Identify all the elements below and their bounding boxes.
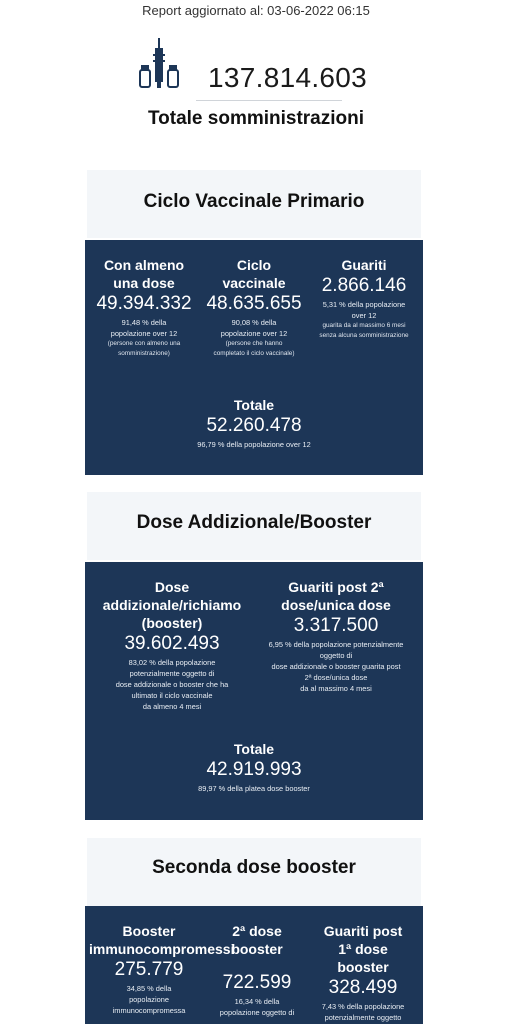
- stat-title: Totale: [233, 397, 275, 413]
- stat-at-least-one-dose: [89, 256, 199, 359]
- report-updated-text: Report aggiornato al: 03-06-2022 06:15: [142, 3, 370, 18]
- booster-header: Dose Addizionale/Booster: [87, 492, 421, 560]
- stat-title: 2ª dose booster: [231, 923, 283, 957]
- stat-booster-total: [85, 740, 423, 794]
- stat-description: 7,43 % della popolazione potenzialmente oggetto: [321, 1002, 405, 1022]
- second-booster-panel: [85, 906, 423, 1024]
- stat-value: 52.260.478: [206, 415, 302, 436]
- stat-note: (persone con almeno una somministrazione): [107, 340, 181, 357]
- stat-description: 6,95 % della popolazione potenzialmente oggetto di dose addizionale o booster guarita post 2ª dose/unica dose da al massimo 4 mesi: [268, 640, 404, 693]
- stat-title: Ciclo vaccinale: [222, 257, 286, 291]
- hero-divider: [196, 100, 342, 101]
- stat-title: Dose addizionale/richiamo (booster): [102, 579, 242, 631]
- total-administrations-value: 137.814.603: [208, 62, 368, 93]
- stat-value: 39.602.493: [124, 633, 220, 654]
- stat-vaccination-cycle: [201, 256, 307, 359]
- stat-recovered-post-second-dose: [255, 578, 417, 694]
- stat-primary-total: [85, 396, 423, 450]
- stat-value: 42.919.993: [206, 759, 302, 780]
- stat-title: Guariti: [341, 257, 387, 273]
- stat-value: 722.599: [222, 972, 292, 993]
- total-administrations-label: Totale somministrazioni: [147, 108, 365, 129]
- stat-value: 275.779: [114, 959, 184, 980]
- stat-title: Guariti post 2ª dose/unica dose: [281, 579, 391, 613]
- stat-second-booster: [209, 922, 305, 1018]
- stat-title: Totale: [233, 741, 275, 757]
- hero-summary: [0, 36, 512, 136]
- stat-value: 48.635.655: [206, 293, 302, 314]
- stat-description: 96,79 % della popolazione over 12: [197, 440, 311, 449]
- stat-description: 34,85 % della popolazione immunocompromessa: [112, 984, 186, 1015]
- stat-recovered-post-first-booster: [307, 922, 419, 1023]
- stat-value: 328.499: [328, 977, 398, 998]
- stat-title: Con almeno una dose: [103, 257, 185, 291]
- stat-description: 5,31 % della popolazione over 12: [322, 300, 406, 320]
- stat-description: 90,08 % della popolazione over 12: [220, 318, 288, 338]
- stat-value: 49.394.332: [96, 293, 192, 314]
- stat-description: 83,02 % della popolazione potenzialmente oggetto di dose addizionale o booster che ha ultimato il ciclo vaccinale da almeno 4 mesi: [115, 658, 229, 711]
- stat-title: Booster immunocompromessi: [89, 923, 235, 957]
- stat-value: 2.866.146: [321, 275, 407, 296]
- primary-cycle-panel: [85, 240, 423, 475]
- stat-description: 89,97 % della platea dose booster: [198, 784, 310, 793]
- stat-note: (persone che hanno completato il ciclo vaccinale): [213, 340, 295, 357]
- stat-value: 3.317.500: [293, 615, 379, 636]
- stat-note: guarita da al massimo 6 mesi senza alcuna somministrazione: [319, 322, 409, 339]
- stat-recovered: [309, 256, 419, 341]
- second-booster-header: Seconda dose booster: [87, 838, 421, 906]
- stat-description: 16,34 % della popolazione oggetto di: [219, 997, 295, 1017]
- stat-booster-immunocompromised: [89, 922, 235, 1016]
- booster-panel: [85, 562, 423, 820]
- vaccine-vials-icon: [136, 36, 182, 90]
- stat-description: 91,48 % della popolazione over 12: [110, 318, 178, 338]
- primary-cycle-header: Ciclo Vaccinale Primario: [87, 170, 421, 238]
- stat-title: Guariti post 1ª dose booster: [323, 923, 403, 975]
- stat-additional-dose: [91, 578, 253, 712]
